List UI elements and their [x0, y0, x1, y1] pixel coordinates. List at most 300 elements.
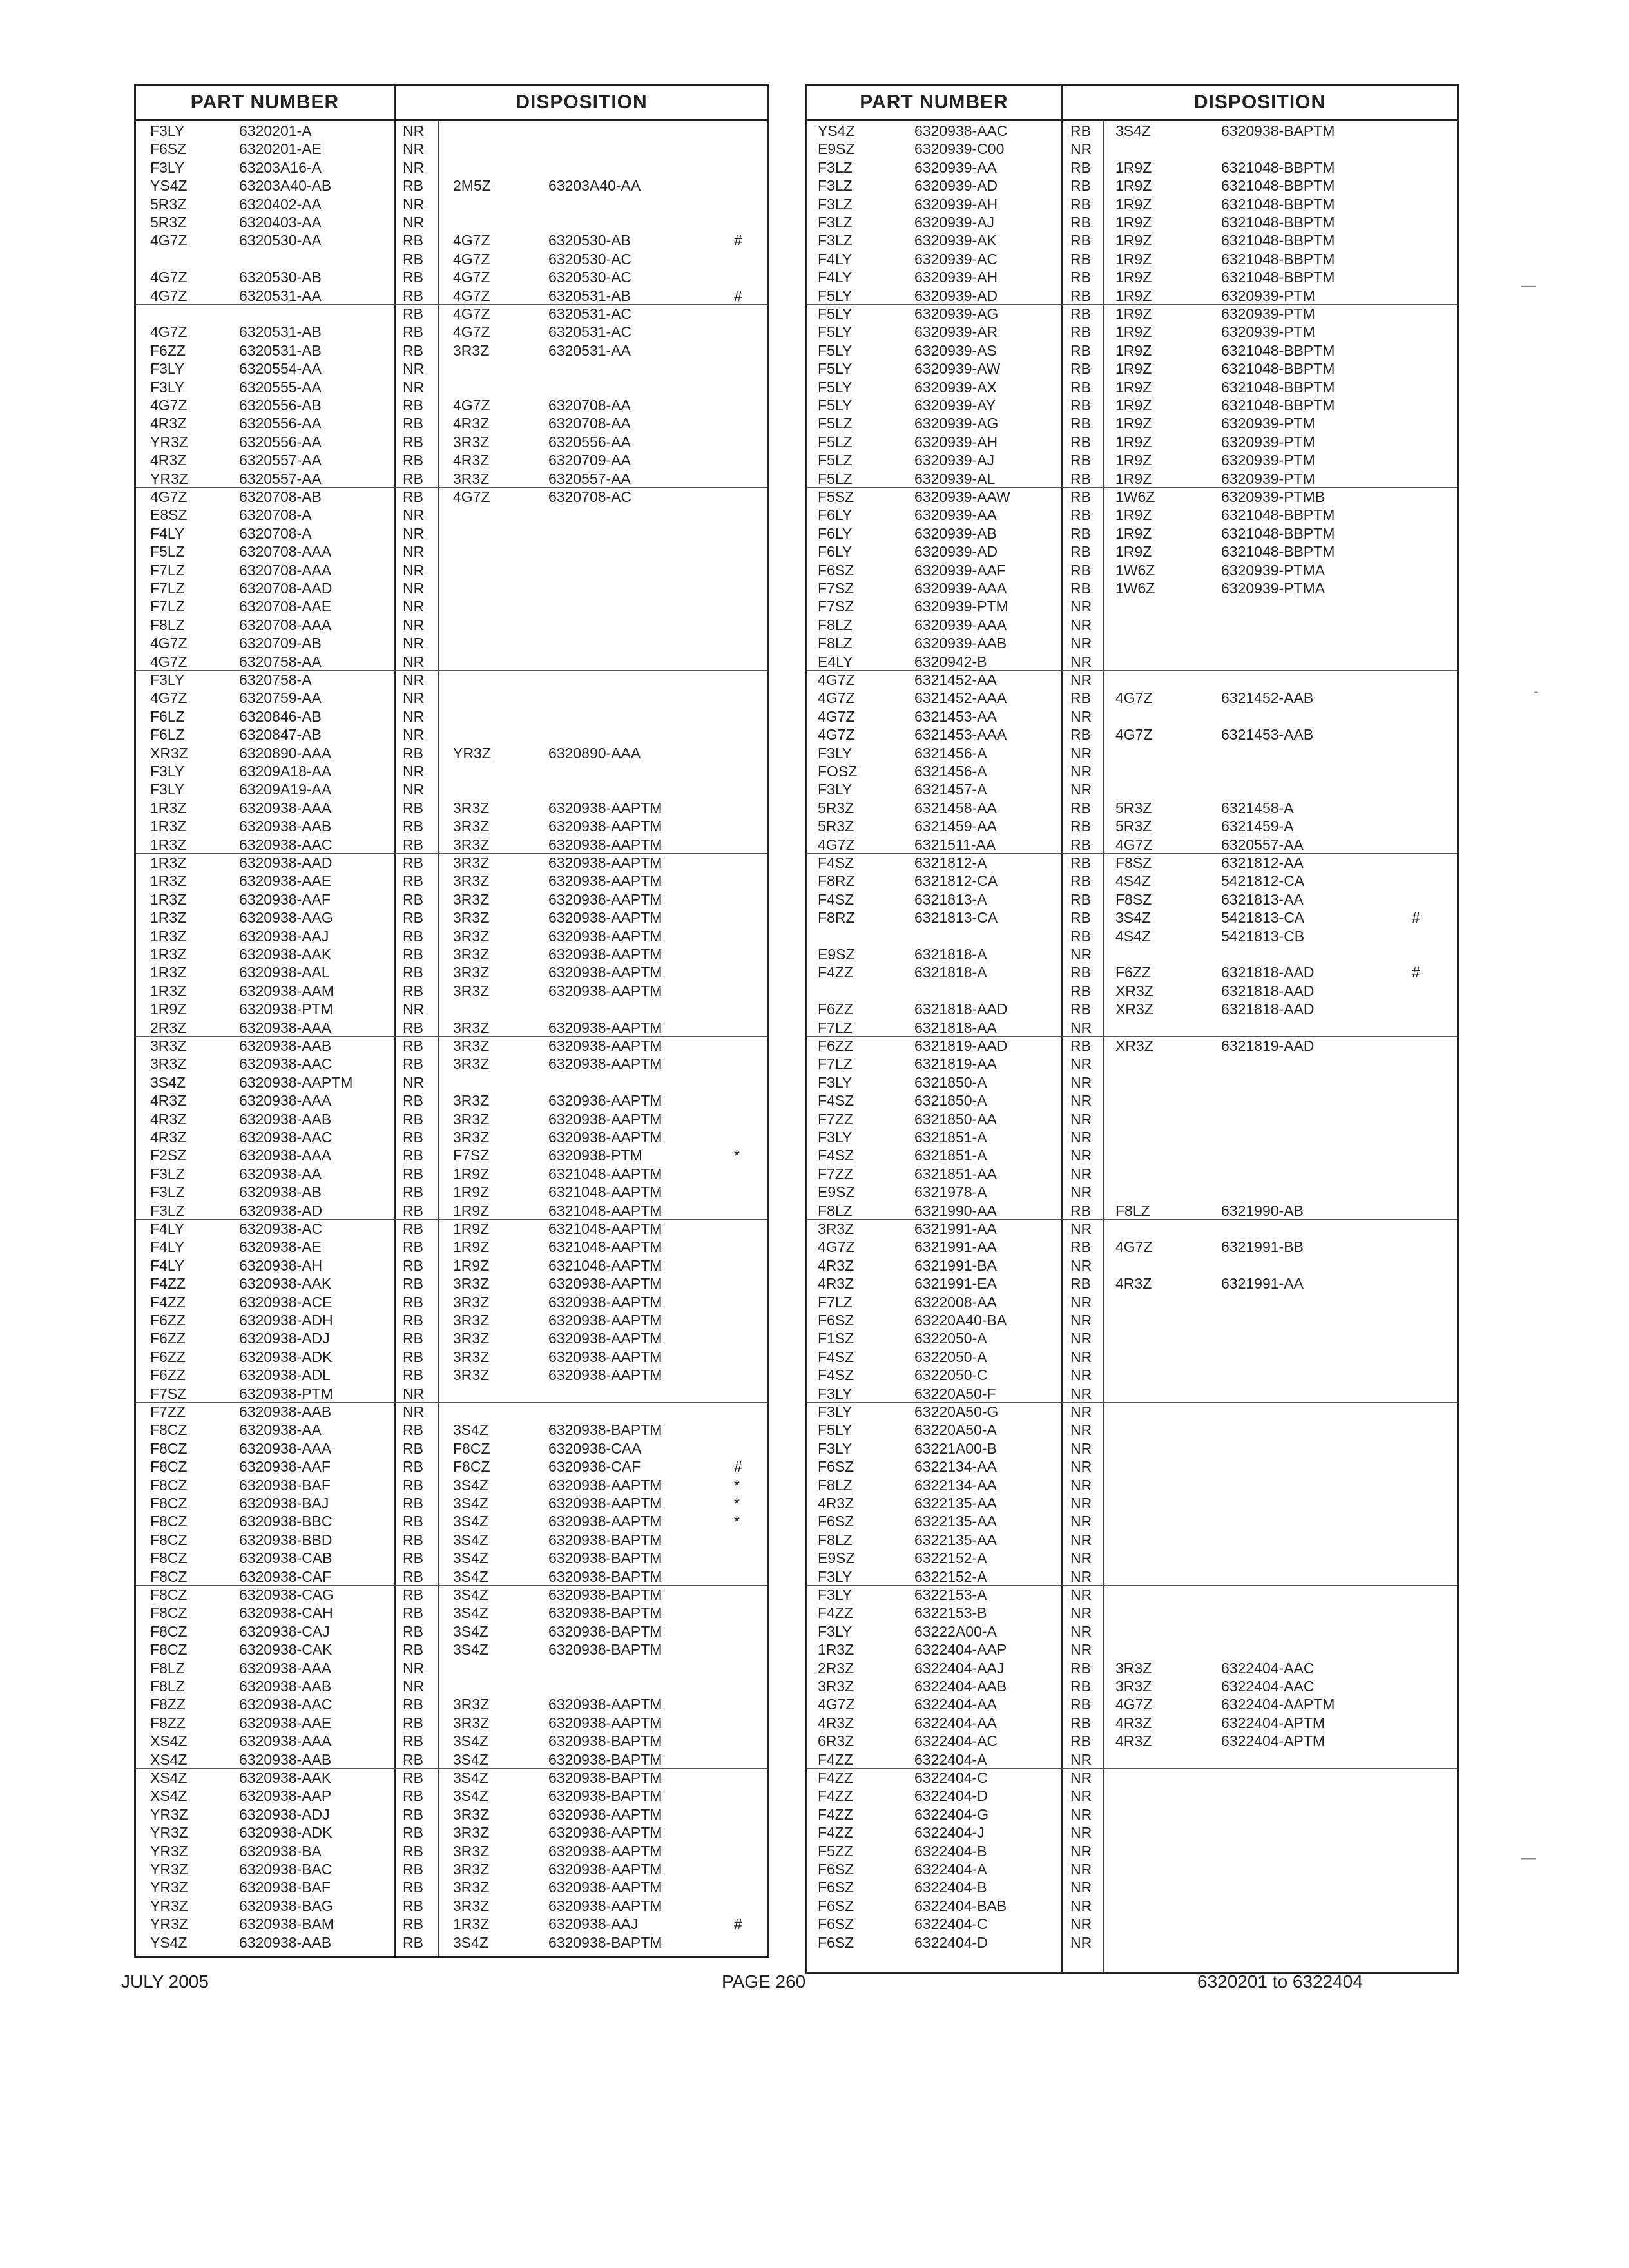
right-table-header [807, 86, 1457, 121]
replacement-model: 1R9Z [1115, 323, 1152, 341]
part-number: 6322404-AA [914, 1714, 997, 1731]
model-code: F6SZ [818, 1861, 854, 1878]
disposition-code: RB [403, 1238, 423, 1256]
disposition-code: NR [403, 543, 425, 561]
model-code: E9SZ [818, 140, 855, 158]
replacement-model: 3S4Z [453, 1550, 488, 1567]
disposition-code: RB [1070, 927, 1091, 945]
disposition-code: RB [403, 1513, 423, 1530]
part-number: 6321458-AA [914, 799, 997, 816]
replacement-part: 6321048-BBPTM [1221, 524, 1335, 542]
disposition-code: NR [403, 159, 425, 176]
table-row [136, 524, 767, 543]
replacement-part: 6321048-BBPTM [1221, 360, 1335, 378]
part-number: 6322050-A [914, 1330, 987, 1347]
part-number: 6321818-A [914, 946, 987, 963]
part-number: 6321851-A [914, 1129, 987, 1146]
disposition-code: RB [403, 232, 423, 249]
table-row [136, 1823, 767, 1841]
model-code: F3LY [818, 1622, 853, 1640]
replacement-model: 3R3Z [453, 1714, 490, 1731]
table-row [807, 524, 1457, 543]
part-number: 6320938-AAB [239, 1037, 332, 1054]
model-code: F8CZ [150, 1568, 188, 1585]
model-code: 4G7Z [150, 689, 188, 707]
disposition-code: NR [1070, 1824, 1092, 1841]
model-code: F4ZZ [818, 1805, 853, 1823]
table-row [807, 762, 1457, 780]
replacement-model: 1R9Z [453, 1220, 490, 1237]
replacement-model: 4G7Z [453, 323, 490, 341]
replacement-model: 5R3Z [1115, 818, 1152, 835]
table-row [136, 177, 767, 195]
replacement-part: 6321048-BBPTM [1221, 506, 1335, 524]
model-code: F4ZZ [818, 1769, 853, 1786]
disposition-code: NR [403, 580, 425, 597]
model-code: F4ZZ [150, 1275, 186, 1293]
replacement-model: 3S4Z [453, 1769, 488, 1786]
part-number: 6320939-AD [914, 177, 998, 195]
disposition-code: RB [403, 1531, 423, 1548]
disposition-code: RB [403, 305, 423, 322]
replacement-model: 1R9Z [1115, 452, 1152, 469]
replacement-model: 3R3Z [453, 1879, 490, 1896]
part-number: 6322135-AA [914, 1531, 997, 1548]
replacement-part: 6321048-AAPTM [548, 1256, 662, 1274]
replacement-model: 3R3Z [1115, 1659, 1152, 1677]
disposition-code: RB [403, 1861, 423, 1878]
replacement-part: 6321048-AAPTM [548, 1165, 662, 1182]
part-number: 6320939-AR [914, 323, 998, 341]
part-number: 6320531-AA [239, 287, 322, 304]
table-row [136, 1037, 767, 1055]
table-row [807, 726, 1457, 744]
table-row [136, 378, 767, 396]
part-number: 6322153-A [914, 1586, 987, 1603]
replacement-model: 1R9Z [1115, 415, 1152, 432]
table-row [807, 1531, 1457, 1549]
table-row [807, 1000, 1457, 1018]
part-number: 6320939-AAW [914, 488, 1010, 505]
model-code: 1R3Z [150, 818, 187, 835]
disposition-code: RB [403, 909, 423, 927]
table-row [136, 597, 767, 615]
note-mark: * [734, 1513, 740, 1530]
part-number: 6320938-BAJ [239, 1495, 329, 1512]
table-row [807, 1878, 1457, 1896]
part-number: 6320938-ADJ [239, 1805, 330, 1823]
part-number: 6320938-AAB [239, 818, 332, 835]
disposition-code: NR [403, 726, 425, 744]
replacement-model: 1R9Z [453, 1165, 490, 1182]
table-row [807, 1897, 1457, 1915]
part-number: 6322404-C [914, 1769, 988, 1786]
model-code: F7ZZ [150, 1403, 186, 1420]
replacement-part: 6321458-A [1221, 799, 1294, 816]
group-separator [807, 670, 1457, 671]
disposition-code: RB [403, 1202, 423, 1219]
replacement-part: 6320531-AA [548, 341, 631, 359]
disposition-code: RB [1070, 580, 1091, 597]
replacement-part: 6320938-AAJ [548, 1916, 639, 1933]
replacement-model: 1R9Z [1115, 250, 1152, 267]
table-row [807, 890, 1457, 908]
part-number: 6320556-AB [239, 397, 322, 414]
part-number: 6321990-AA [914, 1202, 997, 1219]
disposition-code: RB [403, 397, 423, 414]
replacement-model: 3S4Z [453, 1622, 488, 1640]
disposition-code: NR [403, 360, 425, 378]
model-code: E4LY [818, 653, 853, 670]
replacement-part: 6320938-AAPTM [548, 854, 662, 871]
part-number: 6322404-AAP [914, 1641, 1007, 1658]
disposition-code: RB [403, 1641, 423, 1658]
table-row [807, 213, 1457, 231]
replacement-model: F8CZ [453, 1439, 490, 1457]
group-separator [807, 1036, 1457, 1037]
table-row [807, 1677, 1457, 1695]
disposition-code: RB [1070, 1696, 1091, 1713]
replacement-part: 6321990-AB [1221, 1202, 1304, 1219]
table-row [136, 488, 767, 506]
replacement-model: 4S4Z [1115, 927, 1151, 945]
model-code: YR3Z [150, 1824, 188, 1841]
note-mark: # [734, 232, 742, 249]
disposition-code: RB [1070, 818, 1091, 835]
disposition-code: RB [403, 341, 423, 359]
part-number: 6320939-AL [914, 470, 996, 487]
model-code: F8RZ [818, 872, 855, 890]
replacement-part: 6320938-BAPTM [548, 1604, 662, 1622]
part-number: 63203A16-A [239, 159, 322, 176]
replacement-part: 6320938-BAPTM [548, 1531, 662, 1548]
table-row [136, 1165, 767, 1183]
table-row [807, 231, 1457, 249]
model-code: F8LZ [818, 1202, 853, 1219]
model-code: F5LY [818, 360, 853, 378]
table-row [807, 122, 1457, 140]
part-number: 6320708-A [239, 524, 312, 542]
table-row [136, 231, 767, 249]
table-row [807, 1915, 1457, 1933]
disposition-code: NR [1070, 1513, 1092, 1530]
model-code: 4G7Z [818, 836, 855, 853]
part-number: 6320939-AH [914, 433, 998, 450]
disposition-code: RB [403, 1275, 423, 1293]
disposition-code: NR [1070, 653, 1092, 670]
part-number: 6320939-AAF [914, 561, 1006, 579]
table-row [136, 1146, 767, 1164]
table-row [807, 488, 1457, 506]
part-number: 6320938-ACE [239, 1293, 333, 1311]
disposition-code: RB [403, 1733, 423, 1750]
replacement-model: XR3Z [1115, 1001, 1153, 1018]
group-separator [807, 487, 1457, 488]
table-row [136, 451, 767, 469]
part-number: 6320938-AAB [239, 1751, 332, 1768]
disposition-code: NR [1070, 744, 1092, 762]
replacement-model: F7SZ [453, 1147, 490, 1164]
replacement-model: F8SZ [1115, 854, 1152, 871]
disposition-code: RB [403, 1367, 423, 1384]
part-number: 63220A40-BA [914, 1312, 1007, 1329]
replacement-part: 6320708-AA [548, 415, 631, 432]
disposition-code: RB [403, 323, 423, 341]
disposition-code: NR [403, 1403, 425, 1420]
replacement-model: 3R3Z [453, 872, 490, 890]
replacement-part: 6321048-BBPTM [1221, 159, 1335, 176]
model-code: F4LY [150, 1220, 185, 1237]
table-row [136, 927, 767, 945]
replacement-part: 5421812-CA [1221, 872, 1305, 890]
disposition-code: RB [403, 1787, 423, 1805]
model-code: YR3Z [150, 1861, 188, 1878]
table-row [807, 1055, 1457, 1073]
replacement-model: 1R9Z [1115, 214, 1152, 231]
disposition-code: RB [1070, 982, 1091, 999]
part-number: 6320556-AA [239, 433, 322, 450]
disposition-code: RB [1070, 524, 1091, 542]
part-number: 6320938-AAB [239, 1110, 332, 1128]
replacement-model: 5R3Z [1115, 799, 1152, 816]
replacement-model: 4S4Z [1115, 872, 1151, 890]
model-code: F8CZ [150, 1531, 188, 1548]
table-row [807, 671, 1457, 689]
disposition-code: RB [403, 1348, 423, 1365]
part-number: 6320938-AAC [239, 1129, 333, 1146]
replacement-part: 6320938-AAPTM [548, 1037, 662, 1054]
model-code: F6ZZ [150, 1312, 186, 1329]
part-number: 6321851-AA [914, 1165, 997, 1182]
part-number: 6322404-A [914, 1751, 987, 1768]
disposition-code: RB [403, 1458, 423, 1475]
model-code: YS4Z [150, 1934, 188, 1951]
replacement-model: 3S4Z [453, 1421, 488, 1439]
disposition-code: RB [403, 1934, 423, 1951]
model-code: F3LZ [818, 214, 853, 231]
replacement-part: 6320938-BAPTM [548, 1421, 662, 1439]
replacement-part: 6320938-BAPTM [548, 1934, 662, 1951]
replacement-part: 6320556-AA [548, 433, 631, 450]
table-row [807, 140, 1457, 158]
replacement-part: 6320939-PTMA [1221, 580, 1325, 597]
replacement-part: 6320938-AAPTM [548, 1312, 662, 1329]
part-number: 6320402-AA [239, 195, 322, 213]
part-number: 6320938-CAJ [239, 1622, 330, 1640]
part-number: 6320938-PTM [239, 1001, 333, 1018]
table-row [136, 799, 767, 817]
left-parts-table [134, 84, 769, 1958]
model-code: F5LZ [818, 415, 853, 432]
part-number: 6320708-AAD [239, 580, 333, 597]
disposition-code: RB [403, 1312, 423, 1329]
part-number: 6322008-AA [914, 1293, 997, 1311]
disposition-code: RB [1070, 122, 1091, 139]
replacement-model: 3S4Z [453, 1513, 488, 1530]
disposition-code: RB [1070, 452, 1091, 469]
part-number: 6320939-AC [914, 250, 998, 267]
model-code: 4G7Z [818, 1238, 855, 1256]
part-number: 6320938-AA [239, 1421, 322, 1439]
table-row [807, 268, 1457, 286]
table-row [136, 305, 767, 323]
replacement-model: 1R9Z [453, 1184, 490, 1201]
replacement-model: 4G7Z [453, 269, 490, 286]
table-row [136, 707, 767, 726]
part-number: 6320938-AAL [239, 964, 330, 981]
replacement-part: 6320938-AAPTM [548, 1367, 662, 1384]
model-code: F5LY [818, 397, 853, 414]
disposition-code: RB [1070, 323, 1091, 341]
replacement-part: 6320939-PTMB [1221, 488, 1325, 505]
table-row [136, 634, 767, 652]
part-number: 6322135-AA [914, 1513, 997, 1530]
part-number: 6320938-AAA [239, 1733, 332, 1750]
model-code: XS4Z [150, 1769, 188, 1786]
disposition-code: RB [403, 1165, 423, 1182]
part-number: 6320938-AAA [239, 1147, 332, 1164]
part-number: 6320939-AD [914, 287, 998, 304]
disposition-code: RB [403, 1805, 423, 1823]
disposition-code: RB [403, 1604, 423, 1622]
model-code: F8CZ [150, 1439, 188, 1457]
replacement-model: 4R3Z [1115, 1275, 1152, 1293]
part-number: 6320938-AAE [239, 1714, 332, 1731]
part-number: 6321851-A [914, 1147, 987, 1164]
model-code: F3LY [818, 781, 853, 798]
replacement-model: F6ZZ [1115, 964, 1151, 981]
part-number: 6321457-A [914, 781, 987, 798]
note-mark: # [734, 1458, 742, 1475]
part-number: 6320939-AH [914, 269, 998, 286]
disposition-code: RB [403, 415, 423, 432]
disposition-code: RB [403, 470, 423, 487]
replacement-part: 6320938-CAA [548, 1439, 642, 1457]
disposition-code: RB [1070, 872, 1091, 890]
replacement-part: 6320938-BAPTM [548, 1568, 662, 1585]
replacement-part: 6320939-PTM [1221, 305, 1315, 322]
table-row [807, 1274, 1457, 1293]
table-row [136, 1091, 767, 1110]
replacement-model: 4G7Z [453, 250, 490, 267]
replacement-model: 4R3Z [453, 452, 490, 469]
part-number: 6320201-AE [239, 140, 322, 158]
table-row [807, 1823, 1457, 1841]
replacement-part: 6321459-A [1221, 818, 1294, 835]
table-row [807, 1019, 1457, 1037]
table-row [136, 1934, 767, 1952]
table-row [807, 1640, 1457, 1658]
table-row [807, 1494, 1457, 1512]
disposition-code: RB [403, 1495, 423, 1512]
table-row [136, 1878, 767, 1896]
part-number: 6320939-AB [914, 524, 997, 542]
table-row [807, 195, 1457, 213]
model-code: E9SZ [818, 1184, 855, 1201]
table-row [136, 1915, 767, 1933]
table-row [136, 1677, 767, 1695]
model-code: F8CZ [150, 1641, 188, 1658]
part-number: 6320557-AA [239, 452, 322, 469]
part-number: 6320938-PTM [239, 1385, 333, 1402]
table-row [136, 872, 767, 890]
replacement-part: 6320939-PTM [1221, 452, 1315, 469]
model-code: F7LZ [818, 1019, 853, 1036]
table-row [136, 1000, 767, 1018]
disposition-code: NR [1070, 635, 1092, 652]
replacement-part: 6320531-AB [548, 287, 631, 304]
replacement-part: 6321812-AA [1221, 854, 1304, 871]
table-row [136, 1476, 767, 1494]
disposition-code: RB [403, 1714, 423, 1731]
disposition-code: RB [403, 1622, 423, 1640]
replacement-part: 6321048-AAPTM [548, 1220, 662, 1237]
model-code: F7ZZ [818, 1165, 853, 1182]
model-code: E9SZ [818, 946, 855, 963]
table-row [136, 689, 767, 707]
replacement-model: 3R3Z [1115, 1678, 1152, 1695]
replacement-part: 6320938-AAPTM [548, 1513, 662, 1530]
model-code: 4G7Z [150, 635, 188, 652]
model-code: F3LY [818, 744, 853, 762]
replacement-part: 6320708-AA [548, 397, 631, 414]
table-row [807, 1421, 1457, 1439]
part-number: 6322404-BAB [914, 1897, 1007, 1914]
replacement-model: 4G7Z [453, 305, 490, 322]
note-mark: # [734, 287, 742, 304]
model-code: F4SZ [818, 890, 854, 908]
table-row [136, 1202, 767, 1220]
replacement-model: 3R3Z [453, 964, 490, 981]
replacement-model: 1R9Z [1115, 378, 1152, 396]
part-number: 6320938-AAA [239, 1019, 332, 1036]
replacement-model: XR3Z [1115, 982, 1153, 999]
model-code: 3R3Z [150, 1037, 187, 1054]
note-mark: # [1412, 909, 1420, 927]
disposition-code: RB [403, 1879, 423, 1896]
model-code: 5R3Z [818, 799, 854, 816]
part-number: 6320555-AA [239, 378, 322, 396]
model-code: F6ZZ [150, 341, 186, 359]
table-row [807, 799, 1457, 817]
disposition-code: RB [1070, 799, 1091, 816]
model-code: 3R3Z [150, 1055, 187, 1073]
replacement-part: 6320938-AAPTM [548, 1842, 662, 1860]
replacement-part: 6320557-AA [548, 470, 631, 487]
replacement-part: 6320938-CAF [548, 1458, 641, 1475]
disposition-code: NR [1070, 1348, 1092, 1365]
part-number: 6322404-AAJ [914, 1659, 1005, 1677]
replacement-part: 6320530-AC [548, 250, 632, 267]
model-code: 4R3Z [150, 452, 187, 469]
part-number: 63220A50-G [914, 1403, 999, 1420]
part-number: 6321453-AA [914, 707, 997, 725]
replacement-model: 3S4Z [453, 1641, 488, 1658]
table-row [136, 671, 767, 689]
model-code: 3R3Z [818, 1220, 854, 1237]
replacement-part: 6320938-AAPTM [548, 1293, 662, 1311]
part-number: 6322050-C [914, 1367, 988, 1384]
replacement-model: 1R9Z [1115, 360, 1152, 378]
table-row [807, 177, 1457, 195]
disposition-code: RB [403, 1476, 423, 1494]
model-code: 3R3Z [818, 1678, 854, 1695]
part-number: 6322134-AA [914, 1458, 997, 1475]
group-separator [136, 1219, 767, 1220]
model-code: 1R3Z [150, 872, 187, 890]
part-number: 6321812-CA [914, 872, 998, 890]
table-row [136, 1732, 767, 1750]
